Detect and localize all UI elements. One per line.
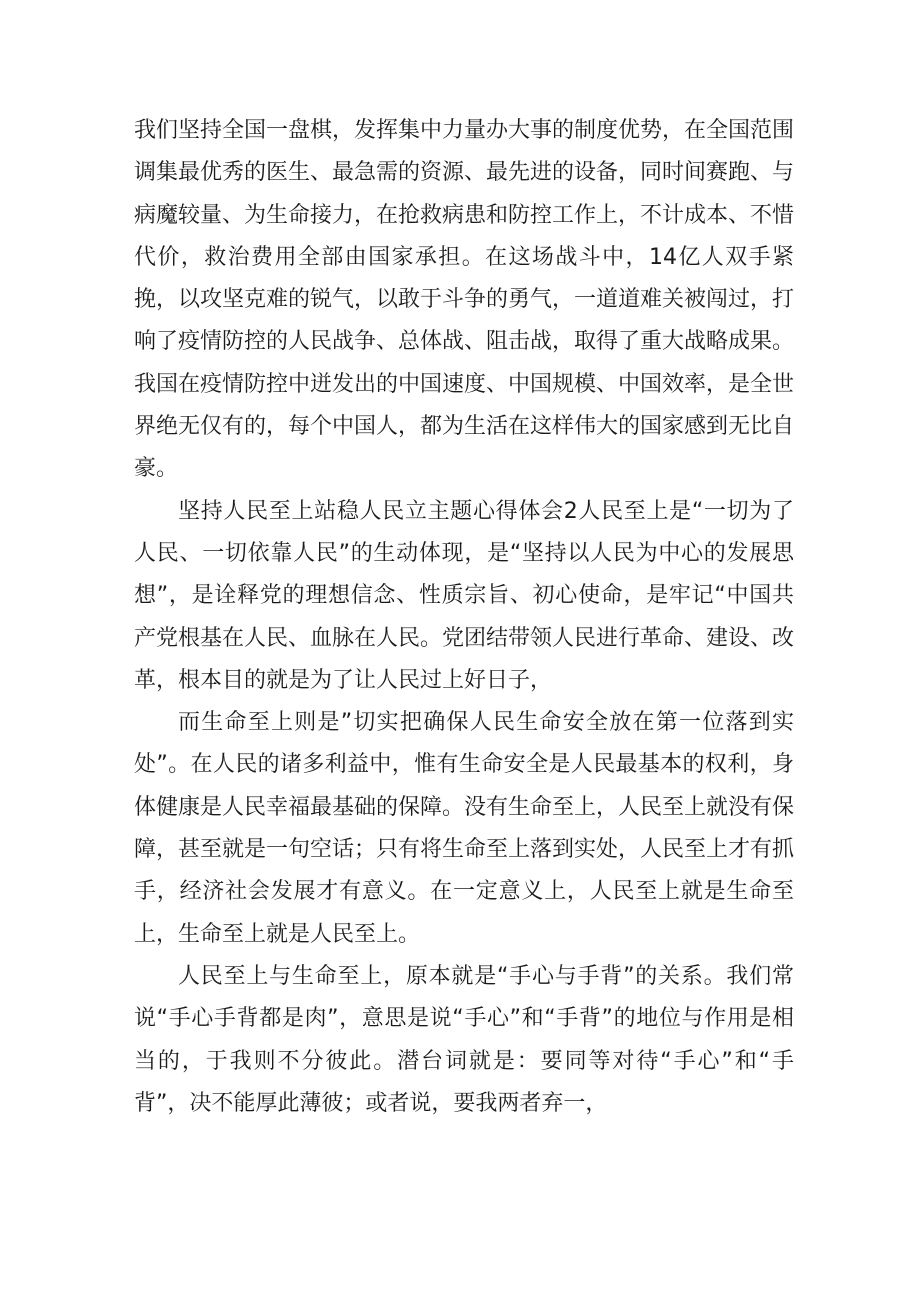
paragraph-1: 我们坚持全国一盘棋，发挥集中力量办大事的制度优势，在全国范围调集最优秀的医生、最急需的资源、最先进的设备，同时间赛跑、与病魔较量、为生命接力，在抢救病患和防控工作上，不计成本、不惜代价，救治费用全部由国家承担。在这场战斗中，14亿人双手紧挽，以攻坚克难的锐气，以敢于斗争的勇气，一道道难关被闯过，打响了疫情防控的人民战争、总体战、阻击战，取得了重大战略成果。我国在疫情防控中迸发出的中国速度、中国规模、中国效率，是全世界绝无仅有的，每个中国人，都为生活在这样伟大的国家感到无比自豪。 bbox=[134, 118, 795, 482]
paragraph-4: 人民至上与生命至上，原本就是“手心与手背”的关系。我们常说“手心手背都是肉”，意思是说“手心”和“手背”的地位与作用是相当的，于我则不分彼此。潜台词就是：要同等对待“手心”和“手背”，决不能厚此薄彼；或者说，要我两者弃一， bbox=[134, 963, 794, 1116]
paragraph-3: 而生命至上则是”切实把确保人民生命安全放在第一位落到实处”。在人民的诸多利益中，惟有生命安全是人民最基本的权利，身体健康是人民幸福最基础的保障。没有生命至上，人民至上就没有保障，甚至就是一句空话；只有将生命至上落到实处，人民至上才有抓手，经济社会发展才有意义。在一定意义上，人民至上就是生命至上，生命至上就是人民至上。 bbox=[134, 710, 795, 947]
document-body bbox=[134, 110, 794, 1125]
paragraph-2: 坚持人民至上站稳人民立主题心得体会2人民至上是“一切为了人民、一切依靠人民”的生动体现，是“坚持以人民为中心的发展思想”，是诠释党的理想信念、性质宗旨、初心使命，是牢记“中国共产党根基在人民、血脉在人民。党团结带领人民进行革命、建设、改革，根本目的就是为了让人民过上好日子， bbox=[134, 498, 795, 693]
